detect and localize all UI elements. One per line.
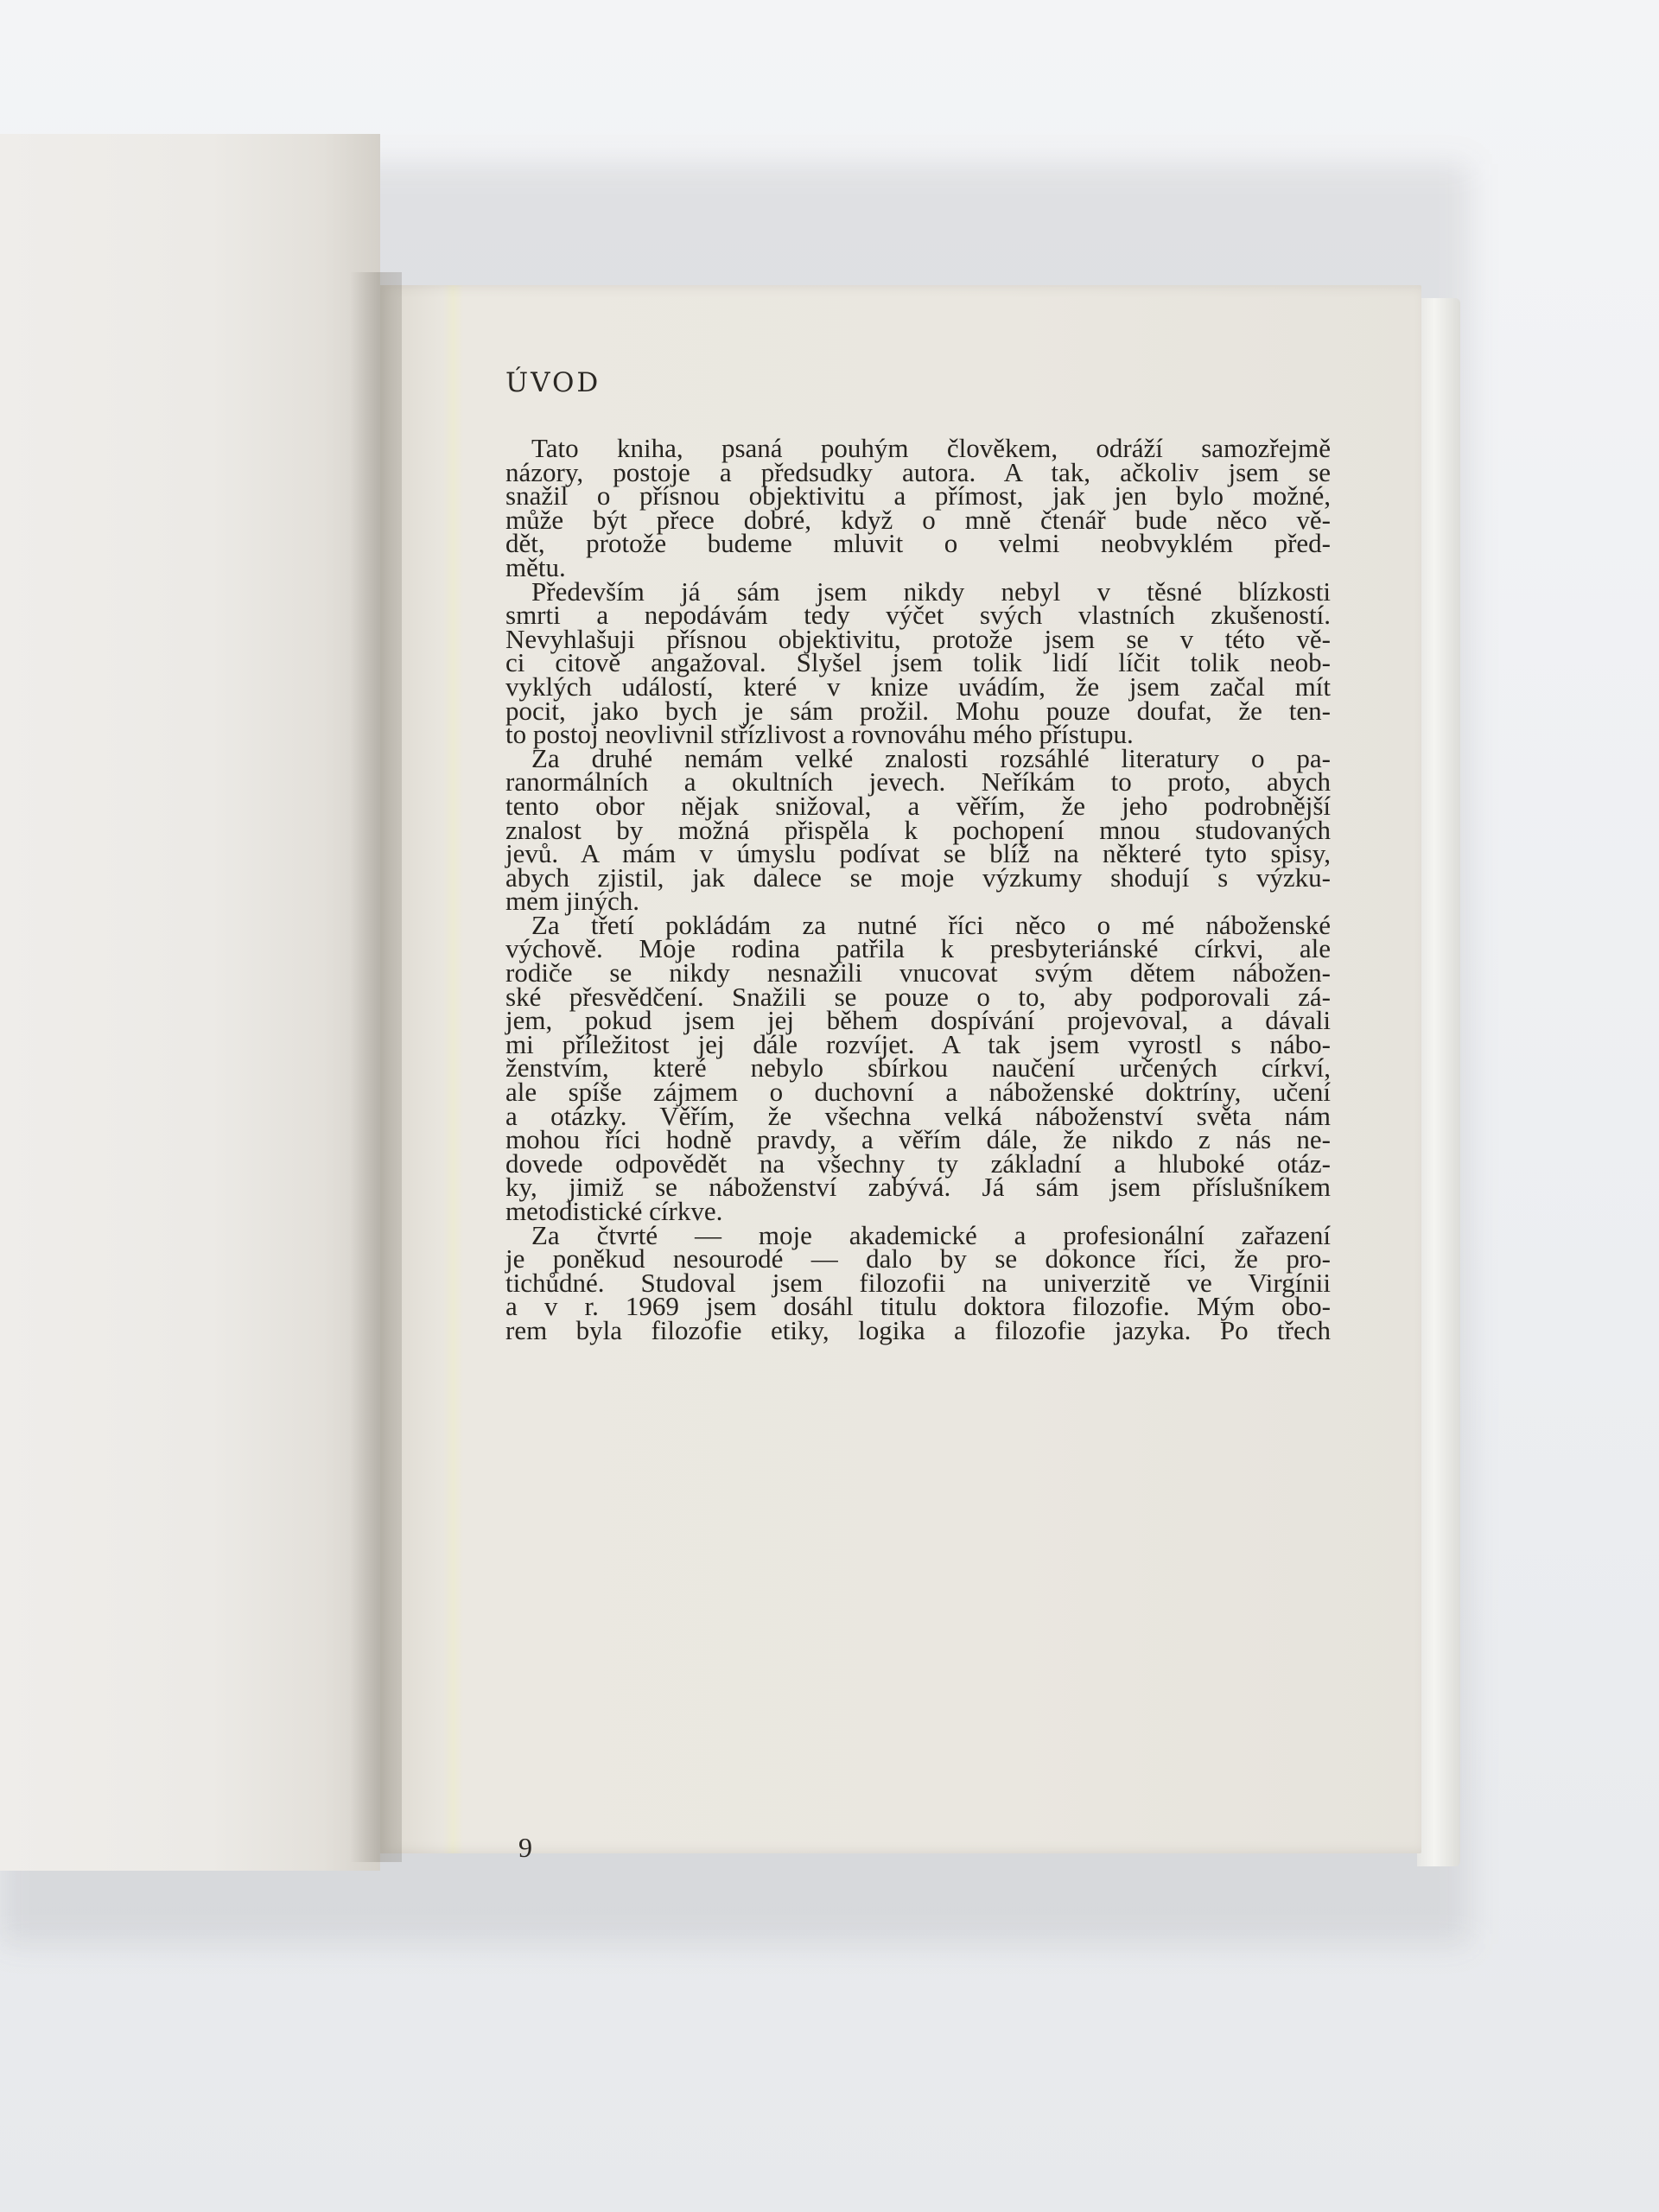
text-line: Tato kniha, psaná pouhým člověkem, odráží samozřejmě — [531, 433, 1331, 463]
text-line: ranormálních a okultních jevech. Neříkám to proto, abych — [505, 766, 1331, 798]
text-line: rodiče se nikdy nesnažili vnucovat svým dětem nábožen- — [505, 957, 1331, 988]
left-page — [0, 134, 380, 1871]
text-line: je poněkud nesourodé — dalo by se dokonce říci, že pro- — [505, 1243, 1331, 1274]
body-text — [505, 433, 1331, 1345]
text-line: může být přece dobré, když o mně čtenář bude něco vě- — [505, 504, 1331, 535]
text-line: mem jiných. — [505, 886, 639, 917]
text-line: smrti a nepodávám tedy výčet svých vlastních zkušeností. — [505, 600, 1331, 631]
text-line: to postoj neovlivnil střízlivost a rovnováhu mého přístupu. — [505, 719, 1134, 750]
text-line: ky, jimiž se náboženství zabývá. Já sám jsem příslušníkem — [505, 1172, 1331, 1203]
text-line: Nevyhlašuji přísnou objektivitu, protože jsem se v této vě- — [505, 623, 1331, 654]
text-line: ale spíše zájmem o duchovní a náboženské doktríny, učení — [505, 1077, 1331, 1108]
text-line: a otázky. Věřím, že všechna velká náboženství světa nám — [505, 1100, 1331, 1131]
section-heading: ÚVOD — [505, 367, 601, 398]
text-line: mětu. — [505, 551, 566, 582]
text-line: pocit, jako bych je sám prožil. Mohu pouze doufat, že ten- — [505, 695, 1331, 726]
text-line: ské přesvědčení. Snažili se pouze o to, aby podporovali zá- — [505, 981, 1331, 1012]
text-line: znalost by možná přispěla k pochopení mnou studovaných — [505, 814, 1331, 845]
paragraph-3 — [505, 742, 1331, 917]
paragraph-1 — [505, 433, 1331, 582]
page-number: 9 — [518, 1832, 532, 1863]
text-line: tento obor nějak snižoval, a věřím, že jeho podrobnější — [505, 790, 1331, 821]
text-line: snažil o přísnou objektivitu a přímost, jak jen bylo možné, — [505, 480, 1331, 512]
paragraph-5 — [505, 1219, 1331, 1345]
text-line: názory, postoje a předsudky autora. A tak, ačkoliv jsem se — [505, 456, 1331, 487]
text-line: mi příležitost jej dále rozvíjet. A tak jsem vyrostl s nábo- — [505, 1028, 1331, 1059]
text-line: abych zjistil, jak dalece se moje výzkumy shodují s výzku- — [505, 861, 1331, 893]
text-line: dovede odpovědět na všechny ty základní a hluboké otáz- — [505, 1147, 1331, 1179]
text-line: dět, protože budeme mluvit o velmi neobvyklém před- — [505, 528, 1331, 559]
book-back-cover-edge — [1417, 298, 1460, 1866]
text-line: mohou říci hodně pravdy, a věřím dále, že nikdo z nás ne- — [505, 1124, 1331, 1155]
text-line: Za druhé nemám velké znalosti rozsáhlé literatury o pa- — [531, 742, 1331, 773]
paragraph-4 — [505, 909, 1331, 1226]
text-line: a v r. 1969 jsem dosáhl titulu doktora filozofie. Mým obo- — [505, 1291, 1331, 1322]
text-line: ci citově angažoval. Slyšel jsem tolik lidí líčit tolik neob- — [505, 647, 1331, 678]
text-line: rem byla filozofie etiky, logika a filozofie jazyka. Po třech — [505, 1314, 1331, 1345]
text-line: Především já sám jsem nikdy nebyl v těsné blízkosti — [531, 575, 1331, 607]
text-line: Za třetí pokládám za nutné říci něco o mé náboženské — [531, 909, 1331, 940]
book-gutter — [350, 272, 402, 1862]
text-line: ženstvím, které nebylo sbírkou naučení určených církví, — [505, 1052, 1331, 1084]
text-line: metodistické církve. — [505, 1196, 723, 1226]
text-line: jevů. A mám v úmyslu podívat se blíž na některé tyto spisy, — [505, 838, 1331, 869]
text-line: jem, pokud jsem jej během dospívání projevoval, a dávali — [505, 1005, 1331, 1036]
text-line: tichůdné. Studoval jsem filozofii na univerzitě ve Virgínii — [505, 1267, 1331, 1298]
text-line: Za čtvrté — moje akademické a profesionální zařazení — [531, 1219, 1331, 1250]
text-line: vyklých událostí, které v knize uvádím, že jsem začal mít — [505, 671, 1331, 702]
paragraph-2 — [505, 575, 1331, 750]
text-line: výchově. Moje rodina patřila k presbyteriánské církvi, ale — [505, 933, 1331, 964]
